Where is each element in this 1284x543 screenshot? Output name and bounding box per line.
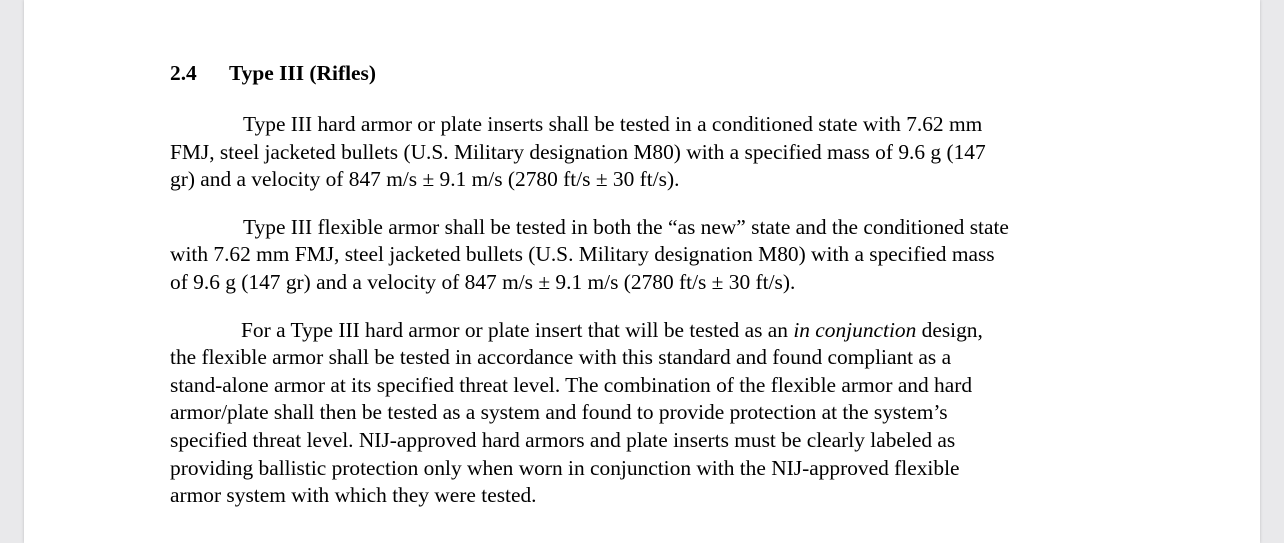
paragraph-line: the flexible armor shall be tested in accordance with this standard and found compliant as a [170,345,952,370]
paragraph-line: with 7.62 mm FMJ, steel jacketed bullets (U.S. Military designation M80) with a specified mass [170,242,995,267]
section-heading [170,58,1120,88]
paragraph-flexible-armor [170,214,1120,297]
paragraph-line: Type III hard armor or plate inserts shall be tested in a conditioned state with 7.62 mm [243,112,983,136]
line-text: design, [916,317,983,342]
section-number: 2.4 [170,61,197,85]
paragraph-line: armor/plate shall then be tested as a system and found to provide protection at the system’s [170,400,948,425]
paragraph-line: gr) and a velocity of 847 m/s ± 9.1 m/s (2780 ft/s ± 30 ft/s). [170,167,680,192]
paragraph-line [170,317,1120,345]
document-page [24,0,1260,543]
paragraph-line: specified threat level. NIJ-approved hard armors and plate inserts must be clearly labeled as [170,427,956,452]
italic-term: in conjunction [793,317,917,342]
paragraph-line: stand-alone armor at its specified threat level. The combination of the flexible armor and hard [170,372,973,397]
paragraph-line: Type III flexible armor shall be tested in both the “as new” state and the conditioned state [243,214,1009,239]
paragraph-line: armor system with which they were tested. [170,483,537,508]
section-title: Type III (Rifles) [229,61,376,85]
paragraph-line: FMJ, steel jacketed bullets (U.S. Military designation M80) with a specified mass of 9.6 g (147 [170,139,986,164]
paragraph-hard-armor [170,111,1120,194]
paragraph-in-conjunction [170,317,1120,510]
line-text: For a Type III hard armor or plate insert that will be tested as an [241,317,794,342]
document-content [170,58,1120,530]
paragraph-line: providing ballistic protection only when worn in conjunction with the NIJ-approved flexible [170,455,960,480]
paragraph-line: of 9.6 g (147 gr) and a velocity of 847 m/s ± 9.1 m/s (2780 ft/s ± 30 ft/s). [170,269,796,294]
